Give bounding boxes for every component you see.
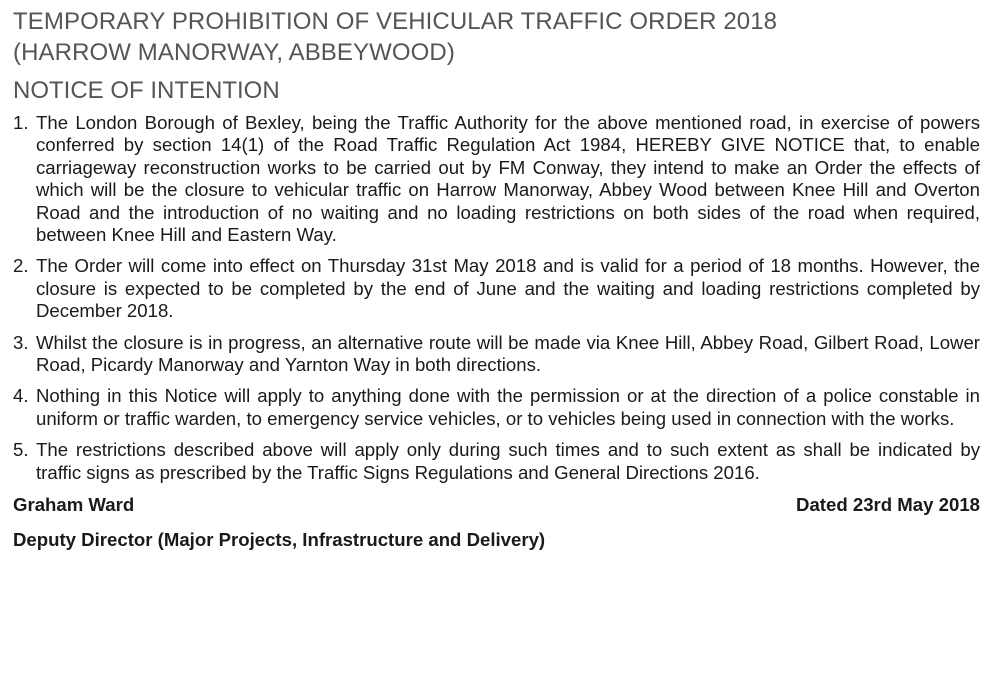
item-number: 2.	[13, 255, 29, 277]
signatory-role: Deputy Director (Major Projects, Infrastructure and Delivery)	[13, 529, 546, 551]
signatory-name: Graham Ward	[13, 494, 135, 516]
notice-item-2	[13, 255, 980, 322]
item-text: Whilst the closure is in progress, an alternative route will be made via Knee Hill, Abbey Road, Gilbert Road, Lower Road, Picardy Manorway and Yarnton Way in both directions.	[36, 331, 980, 376]
notice-item-4	[13, 385, 980, 430]
notice-title-line-1: TEMPORARY PROHIBITION OF VEHICULAR TRAFFIC ORDER 2018	[13, 8, 778, 35]
notice-item-3	[13, 332, 980, 377]
item-number: 4.	[13, 385, 29, 407]
notice-subtitle: NOTICE OF INTENTION	[13, 77, 280, 104]
item-number: 3.	[13, 331, 29, 353]
item-text: The London Borough of Bexley, being the Traffic Authority for the above mentioned road, in exercise of powers conferred by section 14(1) of the Road Traffic Regulation Act 1984, HEREBY GIVE NOTICE that, to enable carriageway reconstruction works to be carried out by FM Conway, they intend to make an Order the effects of which will be the closure to vehicular traffic on Harrow Manorway, Abbey Wood between Knee Hill and Overton Road and the introduction of no waiting and no loading restrictions on both sides of the road when required, between Knee Hill and Eastern Way.	[36, 112, 980, 246]
notice-item-5	[13, 439, 980, 484]
item-text: Nothing in this Notice will apply to anything done with the permission or at the direction of a police constable in uniform or traffic warden, to emergency service vehicles, or to vehicles being used in connection with the works.	[36, 385, 980, 429]
notice-title-line-2: (HARROW MANORWAY, ABBEYWOOD)	[13, 39, 455, 66]
item-number: 1.	[13, 112, 29, 133]
dated-text: Dated 23rd May 2018	[796, 494, 980, 516]
notice-title	[13, 6, 980, 68]
item-text: The restrictions described above will apply only during such times and to such extent as shall be indicated by traffic signs as prescribed by the Traffic Signs Regulations and General Directions 2016.	[36, 439, 980, 483]
signature-row	[13, 494, 980, 516]
item-text: The Order will come into effect on Thursday 31st May 2018 and is valid for a period of 18 months. However, the closure is expected to be completed by the end of June and the waiting and loading restrictions completed by December 2018.	[36, 255, 980, 322]
item-number: 5.	[13, 439, 29, 461]
notice-item-1	[13, 112, 980, 246]
notice-items-list	[13, 112, 980, 484]
